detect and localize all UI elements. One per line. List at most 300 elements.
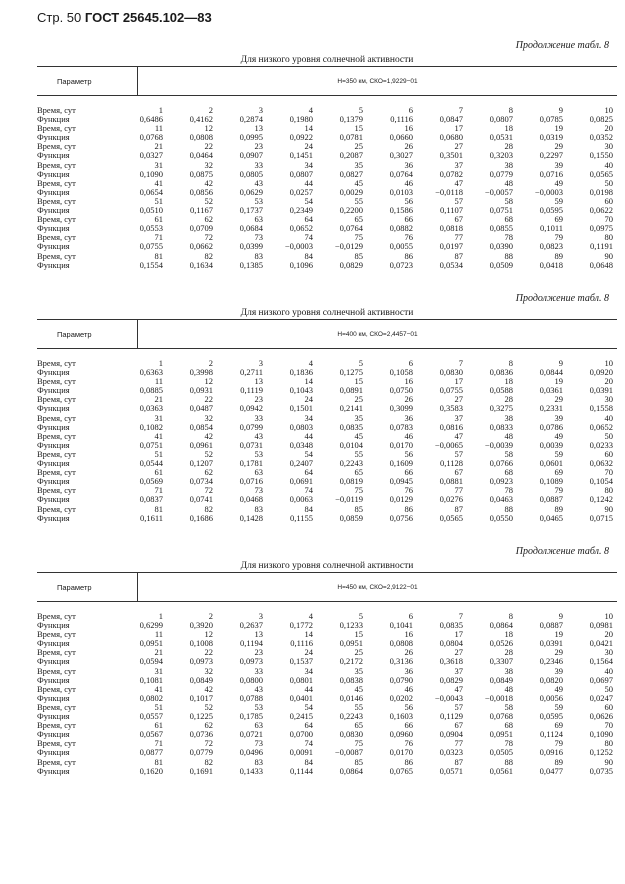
table-cell: 62	[204, 467, 213, 478]
table-cell: 0,0055	[389, 241, 413, 252]
table-row	[37, 261, 617, 270]
table-cell: 63	[254, 467, 263, 478]
table-cell: 49	[554, 177, 563, 188]
table-cell: 0,1242	[589, 494, 613, 505]
table-cell: 0,1611	[139, 512, 163, 523]
table-row	[37, 377, 617, 386]
table-cell: 34	[304, 412, 313, 423]
table-cell: 0,0709	[189, 223, 213, 234]
table-cell: 61	[154, 214, 163, 225]
table-cell: 28	[504, 394, 513, 405]
table-cell: 20	[604, 123, 613, 134]
table-cell: 64	[304, 467, 313, 478]
table-cell: 83	[254, 503, 263, 514]
table-cell: 80	[604, 232, 613, 243]
table-row	[37, 368, 617, 377]
table-cell: 0,0399	[239, 241, 263, 252]
table-cell: 19	[554, 629, 563, 640]
table-cell: 37	[454, 665, 463, 676]
table-cell: 87	[454, 756, 463, 767]
table-cell: 0,0844	[539, 367, 563, 378]
table-cell: 13	[254, 123, 263, 134]
table-row	[37, 197, 617, 206]
table-row	[37, 676, 617, 685]
table-cell: 0,0973	[189, 656, 213, 667]
table-cell: 41	[154, 430, 163, 441]
table-cell: 24	[304, 647, 313, 658]
table-cell: 0,2243	[339, 711, 363, 722]
table-cell: 0,0945	[389, 476, 413, 487]
table-cell: 0,0916	[539, 747, 563, 758]
table-cell: 0,0799	[239, 421, 263, 432]
table-cell: 45	[354, 177, 363, 188]
table-cell: 80	[604, 738, 613, 749]
table-row	[37, 206, 617, 215]
table-cell: 0,1082	[139, 421, 163, 432]
table-cell: −0,0118	[435, 186, 463, 197]
table-row	[37, 242, 617, 251]
table-cell: 0,0808	[389, 638, 413, 649]
table-cell: 17	[454, 123, 463, 134]
table-row	[37, 224, 617, 233]
table-cell: 48	[504, 683, 513, 694]
table-cell: 0,0751	[139, 439, 163, 450]
table-cell: 55	[354, 448, 363, 459]
table-cell: 23	[254, 141, 263, 152]
table-cell: 0,0477	[539, 765, 563, 776]
table-cell: 28	[504, 141, 513, 152]
table-cell: 62	[204, 720, 213, 731]
table-cell: 73	[254, 485, 263, 496]
table-cell: 13	[254, 376, 263, 387]
table-header	[37, 319, 617, 349]
row-label: Функция	[37, 132, 70, 143]
table-row	[37, 106, 617, 115]
table-cell: 59	[554, 701, 563, 712]
table-cell: 35	[354, 412, 363, 423]
table-cell: 7	[458, 105, 463, 115]
table-cell: 3	[258, 611, 263, 621]
table-cell: 0,0648	[589, 259, 613, 270]
table-cell: 37	[454, 159, 463, 170]
table-cell: 0,0951	[139, 638, 163, 649]
table-cell: 0,0544	[139, 458, 163, 469]
table-cell: −0,0087	[334, 747, 363, 758]
row-label: Функция	[37, 186, 70, 197]
table-cell: 0,0801	[289, 674, 313, 685]
table-row	[37, 115, 617, 124]
row-label: Функция	[37, 241, 70, 252]
table-cell: 0,0363	[139, 403, 163, 414]
table-cell: 81	[154, 250, 163, 261]
table-cell: 0,0961	[189, 439, 213, 450]
table-cell: 0,0960	[389, 729, 413, 740]
table-cell: 35	[354, 665, 363, 676]
table-cell: 1	[158, 358, 163, 368]
table-cell: 29	[554, 647, 563, 658]
table-cell: 35	[354, 159, 363, 170]
table-cell: 0,1501	[289, 403, 313, 414]
table-cell: 0,0567	[139, 729, 163, 740]
table-cell: 82	[204, 250, 213, 261]
table-cell: 14	[304, 376, 313, 387]
table-cell: 0,0885	[139, 385, 163, 396]
table-cell: 0,3275	[489, 403, 513, 414]
table-cell: 10	[604, 358, 613, 368]
table-cell: 0,0750	[389, 385, 413, 396]
table-section-h350	[37, 40, 617, 270]
row-label: Время, сут	[37, 141, 76, 152]
table-cell: 90	[604, 250, 613, 261]
table-cell: 51	[154, 448, 163, 459]
table-cell: 0,0632	[589, 458, 613, 469]
table-cell: 0,1225	[189, 711, 213, 722]
table-cell: 0,1451	[289, 150, 313, 161]
table-cell: 0,0859	[339, 512, 363, 523]
table-cell: 53	[254, 195, 263, 206]
table-cell: 0,0629	[239, 186, 263, 197]
table-cell: 68	[504, 467, 513, 478]
row-label: Время, сут	[37, 430, 76, 441]
table-cell: 76	[404, 232, 413, 243]
table-cell: 0,0569	[139, 476, 163, 487]
table-cell: 0,0837	[139, 494, 163, 505]
table-cell: 83	[254, 756, 263, 767]
table-cell: 2	[208, 358, 213, 368]
table-cell: 0,0782	[439, 168, 463, 179]
table-cell: −0,0043	[434, 692, 463, 703]
row-label: Функция	[37, 114, 70, 125]
table-cell: 68	[504, 214, 513, 225]
table-cell: 0,0691	[289, 476, 313, 487]
row-label: Время, сут	[37, 701, 76, 712]
table-cell: 11	[154, 629, 163, 640]
table-cell: 0,0565	[439, 512, 463, 523]
table-row	[37, 359, 617, 368]
table-cell: 0,0830	[339, 729, 363, 740]
table-cell: 0,0233	[589, 439, 613, 450]
table-cell: −0,0119	[335, 494, 363, 505]
table-cell: 5	[358, 105, 363, 115]
row-label: Время, сут	[37, 412, 76, 423]
table-cell: 0,3920	[189, 620, 213, 631]
table-cell: −0,0003	[284, 241, 313, 252]
table-cell: 6	[408, 611, 413, 621]
table-row	[37, 450, 617, 459]
table-cell: 0,2141	[339, 403, 363, 414]
table-cell: 0,1124	[539, 729, 563, 740]
table-cell: 0,0257	[289, 186, 313, 197]
table-cell: 31	[154, 159, 163, 170]
table-cell: 0,0505	[489, 747, 513, 758]
table-cell: −0,0039	[484, 439, 513, 450]
table-cell: 0,0891	[339, 385, 363, 396]
table-cell: 24	[304, 394, 313, 405]
table-cell: 0,0768	[489, 711, 513, 722]
table-cell: 0,1609	[389, 458, 413, 469]
table-cell: 12	[204, 629, 213, 640]
table-cell: 75	[354, 738, 363, 749]
table-cell: 15	[354, 376, 363, 387]
table-cell: 52	[204, 701, 213, 712]
table-cell: 54	[304, 701, 313, 712]
continued-note: Продолжение табл. 8	[515, 546, 609, 557]
row-label: Время, сут	[37, 647, 76, 658]
table-cell: 33	[254, 412, 263, 423]
table-row	[37, 748, 617, 757]
table-cell: 0,2331	[539, 403, 563, 414]
table-cell: 0,3203	[489, 150, 513, 161]
table-cell: 0,2243	[339, 458, 363, 469]
table-cell: 45	[354, 430, 363, 441]
table-cell: 27	[454, 394, 463, 405]
table-cell: 0,0755	[439, 385, 463, 396]
table-cell: 50	[604, 683, 613, 694]
table-cell: 26	[404, 647, 413, 658]
table-cell: 34	[304, 665, 313, 676]
table-cell: 71	[154, 232, 163, 243]
row-label: Функция	[37, 367, 70, 378]
table-cell: 0,0942	[239, 403, 263, 414]
table-cell: 0,0626	[589, 711, 613, 722]
table-cell: 71	[154, 485, 163, 496]
table-cell: 44	[304, 177, 313, 188]
table-cell: 0,0800	[239, 674, 263, 685]
table-cell: 53	[254, 701, 263, 712]
table-cell: 0,0588	[489, 385, 513, 396]
table-cell: 0,0779	[489, 168, 513, 179]
table-cell: 46	[404, 430, 413, 441]
table-cell: 0,1129	[439, 711, 463, 722]
table-cell: 0,0802	[139, 692, 163, 703]
table-cell: 0,2172	[339, 656, 363, 667]
table-cell: 62	[204, 214, 213, 225]
table-cell: 77	[454, 232, 463, 243]
table-cell: 18	[504, 629, 513, 640]
table-cell: 0,0808	[189, 132, 213, 143]
table-cell: 0,0973	[239, 656, 263, 667]
table-cell: 0,0756	[389, 512, 413, 523]
row-label: Функция	[37, 638, 70, 649]
table-row	[37, 694, 617, 703]
table-cell: 0,2297	[539, 150, 563, 161]
table-cell: 66	[404, 214, 413, 225]
table-row	[37, 151, 617, 160]
table-cell: 75	[354, 232, 363, 243]
table-cell: 23	[254, 647, 263, 658]
table-cell: 0,1603	[389, 711, 413, 722]
table-cell: 0,0975	[589, 223, 613, 234]
table-cell: 30	[604, 394, 613, 405]
table-cell: 0,0951	[489, 729, 513, 740]
table-cell: 0,1090	[589, 729, 613, 740]
row-label: Время, сут	[37, 250, 76, 261]
table-cell: 82	[204, 756, 213, 767]
table-cell: 4	[308, 105, 313, 115]
table-cell: 50	[604, 177, 613, 188]
row-label: Время, сут	[37, 394, 76, 405]
table-cell: 0,0923	[489, 476, 513, 487]
table-cell: 0,0418	[539, 259, 563, 270]
table-row	[37, 739, 617, 748]
table-cell: 0,0804	[439, 638, 463, 649]
table-cell: 22	[204, 394, 213, 405]
table-cell: 18	[504, 376, 513, 387]
table-row	[37, 712, 617, 721]
table-cell: 11	[154, 123, 163, 134]
row-label: Функция	[37, 223, 70, 234]
table-cell: 67	[454, 720, 463, 731]
table-cell: 0,1116	[290, 638, 313, 649]
table-cell: 0,3307	[489, 656, 513, 667]
condition-header: H=450 км, СКО=2,9122−01	[337, 583, 418, 591]
table-row	[37, 161, 617, 170]
table-cell: 0,1558	[589, 403, 613, 414]
table-cell: 43	[254, 177, 263, 188]
table-cell: 57	[454, 195, 463, 206]
table-cell: 0,0847	[439, 114, 463, 125]
table-cell: 76	[404, 738, 413, 749]
table-cell: 0,0170	[389, 439, 413, 450]
table-row	[37, 215, 617, 224]
table-cell: 0,3027	[389, 150, 413, 161]
table-cell: 0,1017	[189, 692, 213, 703]
table-cell: 0,1385	[239, 259, 263, 270]
table-cell: 6	[408, 358, 413, 368]
table-cell: 0,0735	[589, 765, 613, 776]
table-cell: 88	[504, 250, 513, 261]
table-cell: 7	[458, 611, 463, 621]
table-cell: 32	[204, 412, 213, 423]
row-label: Функция	[37, 439, 70, 450]
table-cell: 84	[304, 250, 313, 261]
table-cell: 0,0803	[289, 421, 313, 432]
table-cell: 76	[404, 485, 413, 496]
table-cell: 28	[504, 647, 513, 658]
row-label: Время, сут	[37, 358, 76, 368]
row-label: Функция	[37, 692, 70, 703]
table-cell: 0,0734	[189, 476, 213, 487]
table-cell: 19	[554, 123, 563, 134]
table-cell: 27	[454, 647, 463, 658]
table-cell: 44	[304, 683, 313, 694]
table-row	[37, 124, 617, 133]
table-cell: 0,0816	[439, 421, 463, 432]
table-cell: 0,1428	[239, 512, 263, 523]
table-cell: 57	[454, 448, 463, 459]
table-row	[37, 703, 617, 712]
condition-header: H=400 км, СКО=2,4457−01	[337, 330, 418, 338]
table-cell: 69	[554, 214, 563, 225]
table-cell: 2	[208, 105, 213, 115]
table-cell: 52	[204, 448, 213, 459]
table-cell: 0,2874	[239, 114, 263, 125]
table-cell: −0,0057	[484, 186, 513, 197]
table-cell: 0,0390	[489, 241, 513, 252]
table-cell: 0,0765	[389, 765, 413, 776]
table-cell: 0,0595	[539, 205, 563, 216]
table-section-h400	[37, 293, 617, 523]
table-cell: 0,1008	[189, 638, 213, 649]
table-cell: 0,0104	[339, 439, 363, 450]
table-cell: 44	[304, 430, 313, 441]
table-cell: 73	[254, 232, 263, 243]
table-cell: 31	[154, 665, 163, 676]
table-cell: 0,0496	[239, 747, 263, 758]
table-cell: 1	[158, 611, 163, 621]
table-row	[37, 179, 617, 188]
table-cell: 46	[404, 177, 413, 188]
table-cell: 86	[404, 503, 413, 514]
table-cell: 0,0557	[139, 711, 163, 722]
row-label: Время, сут	[37, 720, 76, 731]
table-cell: 8	[508, 105, 513, 115]
table-cell: 51	[154, 701, 163, 712]
table-cell: 0,1107	[439, 205, 463, 216]
row-label: Время, сут	[37, 214, 76, 225]
table-cell: 68	[504, 720, 513, 731]
table-cell: 0,1011	[539, 223, 563, 234]
table-cell: 78	[504, 232, 513, 243]
table-cell: 84	[304, 756, 313, 767]
table-row	[37, 441, 617, 450]
table-cell: 0,1191	[589, 241, 613, 252]
table-cell: 0,1081	[139, 674, 163, 685]
table-cell: 36	[404, 159, 413, 170]
table-cell: 37	[454, 412, 463, 423]
table-cell: 5	[358, 611, 363, 621]
table-cell: 36	[404, 412, 413, 423]
table-cell: 0,0907	[239, 150, 263, 161]
table-cell: 21	[154, 141, 163, 152]
table-cell: 61	[154, 720, 163, 731]
parameter-header: Параметр	[37, 320, 138, 349]
table-row	[37, 667, 617, 676]
table-cell: 0,2087	[339, 150, 363, 161]
table-cell: 25	[354, 647, 363, 658]
table-cell: 0,0781	[339, 132, 363, 143]
page-header	[37, 10, 212, 25]
table-cell: 0,0684	[239, 223, 263, 234]
table-cell: 0,0103	[389, 186, 413, 197]
table-cell: 67	[454, 214, 463, 225]
table-cell: 0,0785	[539, 114, 563, 125]
table-cell: 8	[508, 611, 513, 621]
table-cell: 0,0319	[539, 132, 563, 143]
continued-note: Продолжение табл. 8	[515, 293, 609, 304]
table-cell: 25	[354, 141, 363, 152]
table-cell: 0,0829	[339, 259, 363, 270]
table-cell: 0,0731	[239, 439, 263, 450]
table-cell: 90	[604, 503, 613, 514]
table-cell: 0,6363	[139, 367, 163, 378]
table-cell: 0,1041	[389, 620, 413, 631]
table-cell: 38	[504, 159, 513, 170]
data-table	[37, 106, 617, 270]
table-cell: 0,0741	[189, 494, 213, 505]
table-cell: 0,1737	[239, 205, 263, 216]
table-cell: 49	[554, 683, 563, 694]
row-label: Функция	[37, 476, 70, 487]
table-cell: 0,6299	[139, 620, 163, 631]
table-cell: 70	[604, 720, 613, 731]
table-cell: 0,0833	[489, 421, 513, 432]
table-cell: 9	[558, 105, 563, 115]
table-cell: 36	[404, 665, 413, 676]
table-cell: 19	[554, 376, 563, 387]
section-title: Для низкого уровня солнечной активности	[240, 55, 414, 65]
table-cell: 0,0202	[389, 692, 413, 703]
